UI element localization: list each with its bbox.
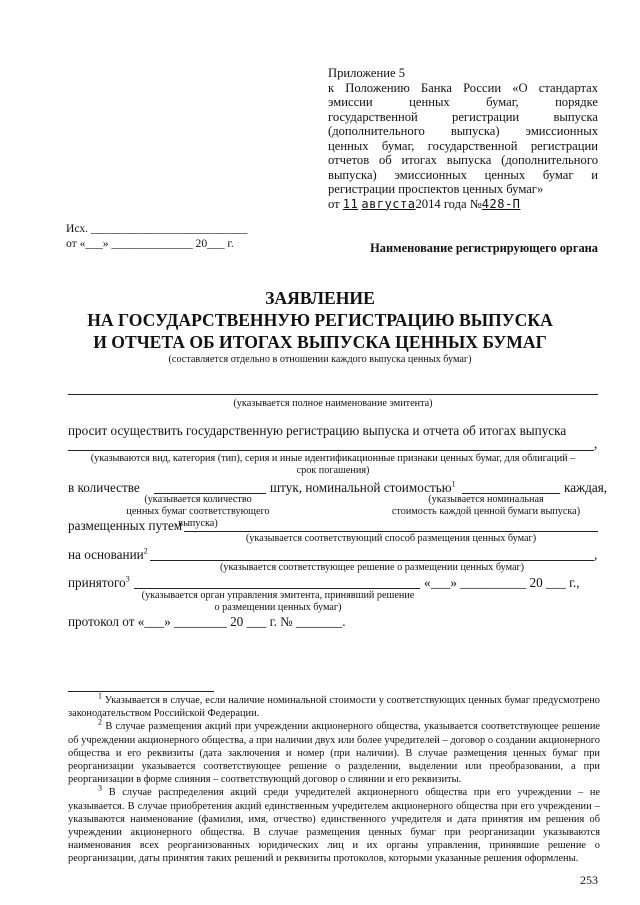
placement-caption: (указывается соответствующий способ размещения ценных бумаг) bbox=[245, 533, 537, 544]
quantity-suffix: каждая, bbox=[564, 480, 608, 495]
appendix-line: (дополнительного выпуска) эмиссионных bbox=[328, 124, 598, 138]
document-title bbox=[0, 287, 640, 353]
appendix-line: государственной регистрации выпуска bbox=[328, 109, 598, 124]
footnote: $^1$ Указывается в случае, если наличие номинальной стоимости у соответствующих ценных бумаг предусмотрено законодательством Российской Федерации. bbox=[68, 691, 600, 720]
outgoing-number: Исх. ___________________________ bbox=[66, 222, 248, 235]
quantity-caption: (указывается количество ценных бумаг соответствующего выпуска) bbox=[126, 494, 270, 529]
date-month: августа bbox=[361, 196, 416, 211]
issuer-name-line bbox=[68, 394, 598, 395]
title-line: И ОТЧЕТА ОБ ИТОГАХ ВЫПУСКА ЦЕННЫХ БУМАГ bbox=[93, 332, 547, 352]
page-number: 253 bbox=[580, 873, 598, 887]
title-line: ЗАЯВЛЕНИЕ bbox=[265, 288, 375, 308]
appendix-title: Приложение 5 bbox=[328, 66, 406, 80]
quantity-prefix: в количестве bbox=[68, 480, 140, 495]
basis-caption: (указывается соответствующее решение о размещении ценных бумаг) bbox=[219, 562, 525, 573]
registering-authority: Наименование регистрирующего органа bbox=[370, 241, 598, 255]
placement-field bbox=[184, 531, 598, 532]
appendix-line: эмиссии ценных бумаг, порядке bbox=[328, 95, 598, 109]
securities-line bbox=[68, 450, 594, 451]
securities-caption-2: срок погашения) bbox=[296, 465, 370, 476]
securities-comma: , bbox=[594, 436, 598, 451]
footnotes bbox=[68, 691, 600, 866]
date-day: 11 bbox=[342, 196, 359, 211]
basis-comma: , bbox=[594, 547, 598, 562]
appendix-header bbox=[328, 66, 598, 211]
adopted-date: «___» __________ 20 ___ г., bbox=[424, 575, 580, 590]
quantity-mid: штук, номинальной стоимостью$^1$ bbox=[270, 479, 456, 495]
basis-prefix: на основании$^2$ bbox=[68, 546, 148, 562]
date-year: 2014 года № bbox=[415, 196, 482, 211]
doc-number: 428-П bbox=[481, 196, 521, 211]
securities-caption: (указываются вид, категория (тип), серия и иные идентификационные признаки ценных бумаг, для облигаций – bbox=[90, 453, 576, 464]
outgoing-ref bbox=[66, 221, 247, 251]
date-prefix: от bbox=[328, 196, 340, 211]
title-line: НА ГОСУДАРСТВЕННУЮ РЕГИСТРАЦИЮ ВЫПУСКА bbox=[87, 310, 553, 330]
appendix-line: выпуска) эмиссионных ценных бумаг и bbox=[328, 167, 598, 182]
title-note: (составляется отдельно в отношении каждого выпуска ценных бумаг) bbox=[168, 354, 472, 365]
footnote: $^2$ В случае размещения акций при учреждении акционерного общества, указывается соответствующее решение об учреждении акционерного общества, а при наличии двух или более учредителей – договор о создании акционерного общества и его реквизиты (дата заключения и номер (при наличии). В случае размещения ценных бумаг при реорганизации указывается соответствующее решение о разделении, выделении или преобразовании, а при реорганизации в форме слияния – соответствующий договор о слиянии и его реквизиты. bbox=[68, 717, 600, 786]
footnote-separator bbox=[68, 691, 214, 692]
footnote: $^3$ В случае распределения акций среди учредителей акционерного общества при его учреждении – не указывается. В случае приобретения акций единственным учредителем акционерного общества при его учреждении – указываются наименование (фамилия, имя, отчество) единственного учредителя и дата принятия им решения об учреждении акционерного общества. В случае размещения ценных бумаг при реорганизации указываются наименования всех реорганизованных юридических лиц и их органы управления, принявшие решение о реорганизации, даты принятия таких решений и реквизиты протоколов, которыми указанные решения оформлены. bbox=[68, 783, 600, 865]
adopted-field bbox=[134, 588, 420, 589]
appendix-line: ценных бумаг, государственной регистрации bbox=[328, 138, 598, 153]
protocol-line: протокол от «___» ________ 20 ___ г. № _______. bbox=[68, 614, 346, 629]
appendix-date bbox=[328, 197, 598, 212]
issuer-caption: (указывается полное наименование эмитента) bbox=[233, 398, 433, 409]
adopted-caption: (указывается орган управления эмитента, принявший решение о размещении ценных бумаг) bbox=[141, 590, 415, 613]
appendix-line: отчетов об итогах выпуска (дополнительного bbox=[328, 153, 598, 167]
adopted-prefix: принятого$^3$ bbox=[68, 574, 130, 590]
basis-field bbox=[150, 560, 594, 561]
outgoing-date: от «___» ______________ 20___ г. bbox=[66, 237, 234, 250]
request-text: просит осуществить государственную регистрацию выпуска и отчета об итогах выпуска bbox=[68, 423, 567, 438]
appendix-line: к Положению Банка России «О стандартах bbox=[328, 80, 598, 95]
placed-prefix: размещенных путем bbox=[68, 518, 183, 533]
nominal-caption: (указывается номинальная стоимость каждой ценной бумаги выпуска) bbox=[391, 494, 581, 517]
appendix-line: регистрации проспектов ценных бумаг» bbox=[328, 182, 544, 196]
